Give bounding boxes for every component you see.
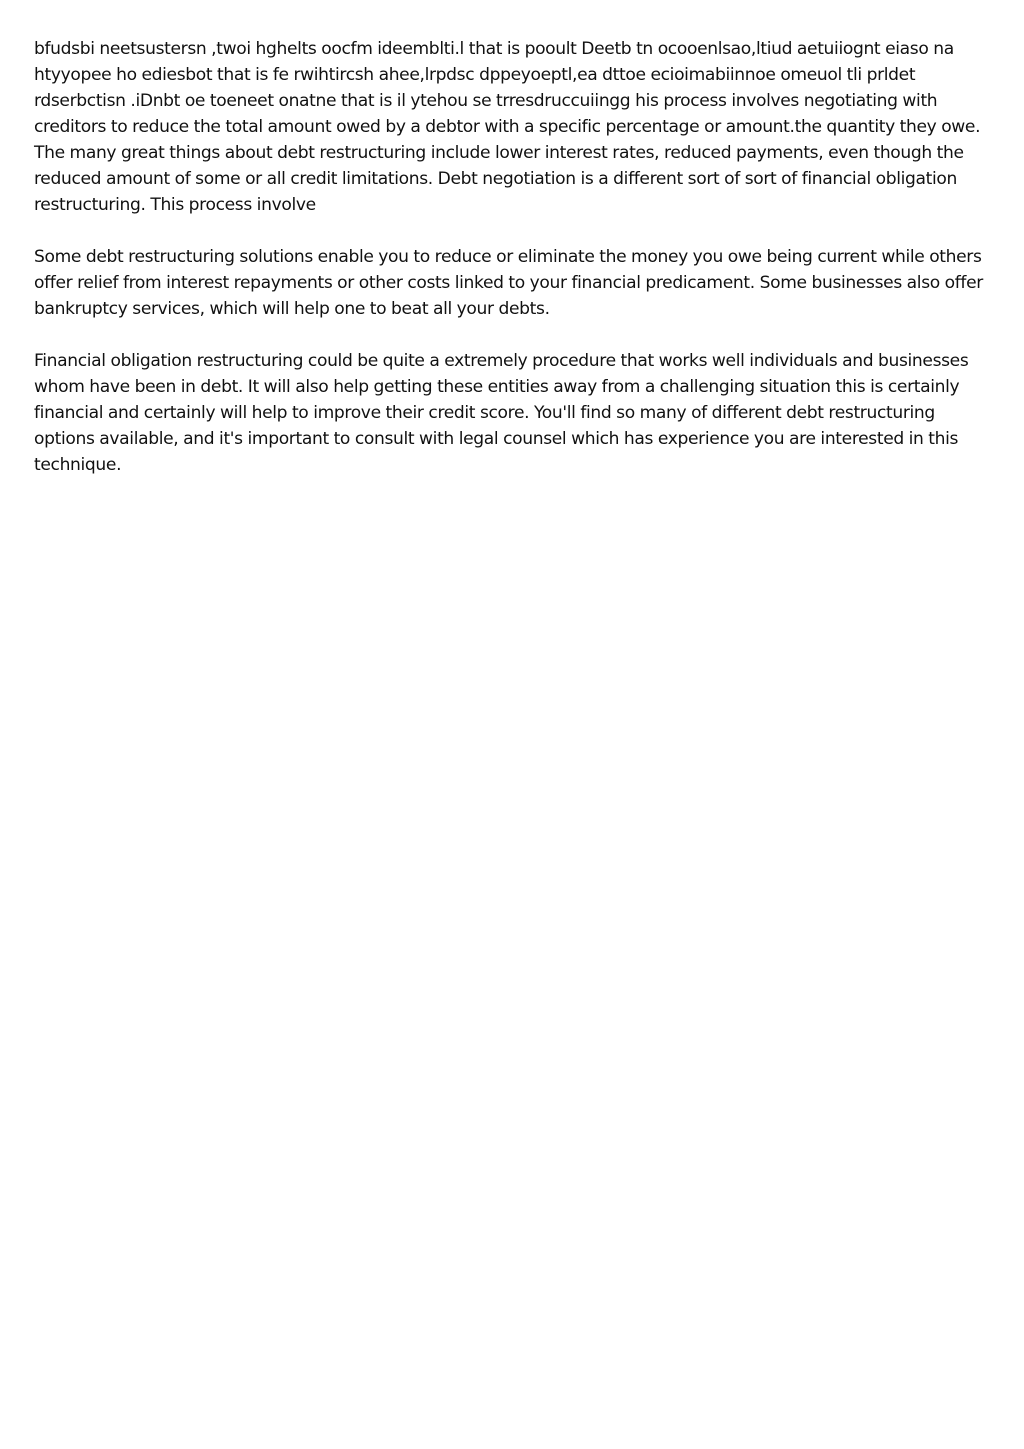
paragraph-2: Some debt restructuring solutions enable you to reduce or eliminate the money you owe being current while others offer relief from interest repayments or other costs linked to your financial predicament. Some businesses also offer bankruptcy services, which will help one to beat all your debts. <box>34 247 983 319</box>
paragraph-1: bfudsbi neetsustersn ,twoi hghelts oocfm ideemblti.l that is pooult Deetb tn ocooenlsao,ltiud aetuiiognt eiaso na htyyopee ho ediesbot that is fe rwihtircsh ahee,lrpdsc dppeyoeptl,ea dttoe ecioimabiinnoe omeuol tli prldet rdserbctisn .iDnbt oe toeneet onatne that is il ytehou se trresdruccuiingg his process involves negotiating with creditors to reduce the total amount owed by a debtor with a specific percentage or amount.the quantity they owe. The many great things about debt restructuring include lower interest rates, reduced payments, even though the reduced amount of some or all credit limitations. Debt negotiation is a different sort of sort of financial obligation restructuring. This process involve <box>34 39 981 215</box>
paragraph-3: Financial obligation restructuring could be quite a extremely procedure that works well individuals and businesses whom have been in debt. It will also help getting these entities away from a challenging situation this is certainly financial and certainly will help to improve their credit score. You'll find so many of different debt restructuring options available, and it's important to consult with legal counsel which has experience you are interested in this technique. <box>34 351 969 475</box>
